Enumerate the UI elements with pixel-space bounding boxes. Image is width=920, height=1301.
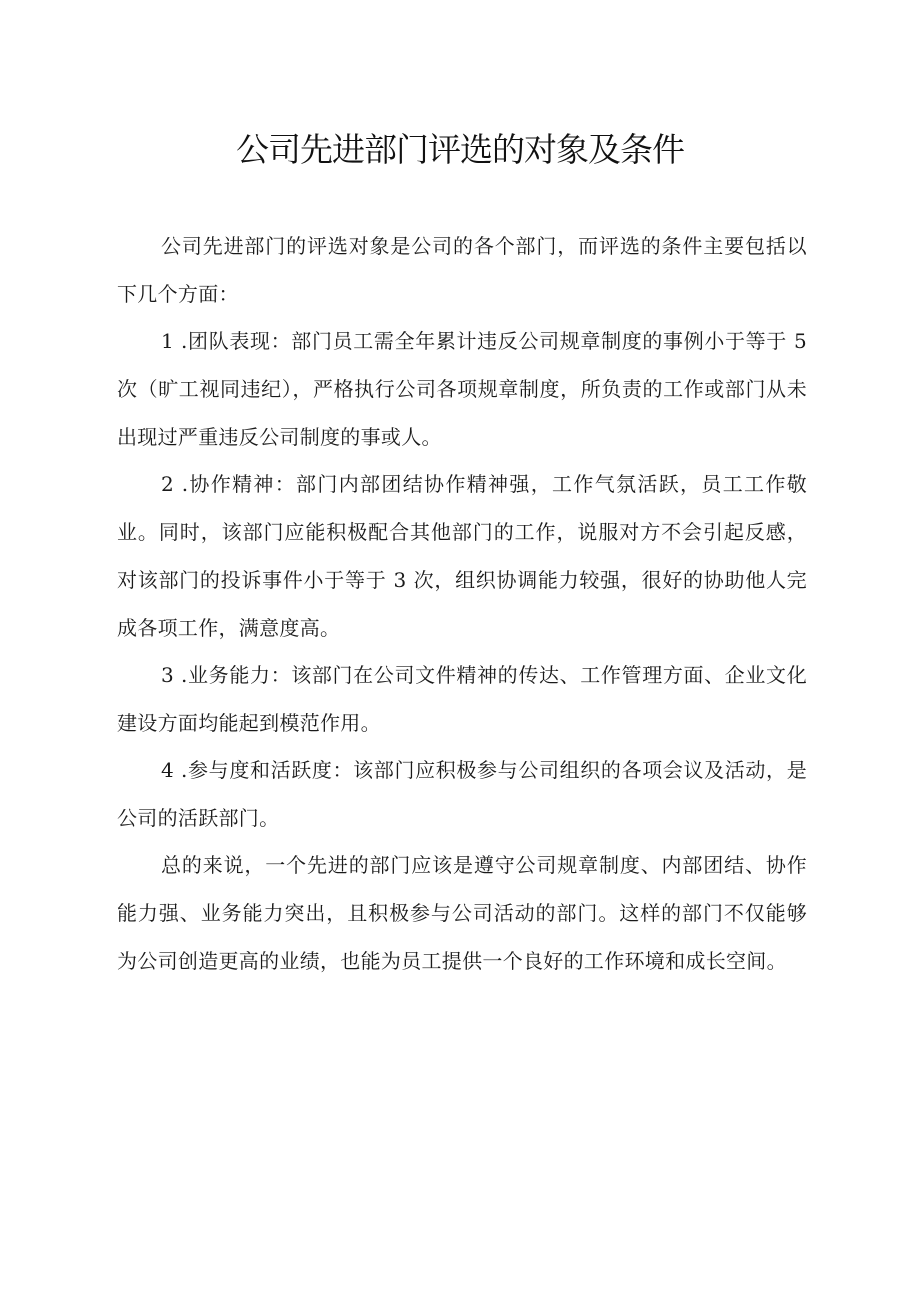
- criterion-team-performance: 1 .团队表现：部门员工需全年累计违反公司规章制度的事例小于等于 5 次（旷工视同违纪），严格执行公司各项规章制度，所负责的工作或部门从未出现过严重违反公司制度的事或人。: [117, 329, 807, 449]
- summary-paragraph: 总的来说，一个先进的部门应该是遵守公司规章制度、内部团结、协作能力强、业务能力突出，且积极参与公司活动的部门。这样的部门不仅能够为公司创造更高的业绩，也能为员工提供一个良好的工作环境和成长空间。: [117, 853, 807, 973]
- document-body: [117, 222, 807, 984]
- criterion-business-ability: 3 .业务能力：该部门在公司文件精神的传达、工作管理方面、企业文化建设方面均能起到模范作用。: [117, 663, 807, 735]
- criterion-participation: 4 .参与度和活跃度：该部门应积极参与公司组织的各项会议及活动，是公司的活跃部门。: [117, 758, 807, 830]
- document-title: 公司先进部门评选的对象及条件: [236, 130, 684, 169]
- criterion-cooperation: 2 .协作精神：部门内部团结协作精神强，工作气氛活跃，员工工作敬业。同时，该部门应能积极配合其他部门的工作，说服对方不会引起反感，对该部门的投诉事件小于等于 3 次，组织协调能力较强，很好的协助他人完成各项工作，满意度高。: [117, 472, 807, 640]
- intro-paragraph: 公司先进部门的评选对象是公司的各个部门，而评选的条件主要包括以下几个方面：: [117, 234, 807, 306]
